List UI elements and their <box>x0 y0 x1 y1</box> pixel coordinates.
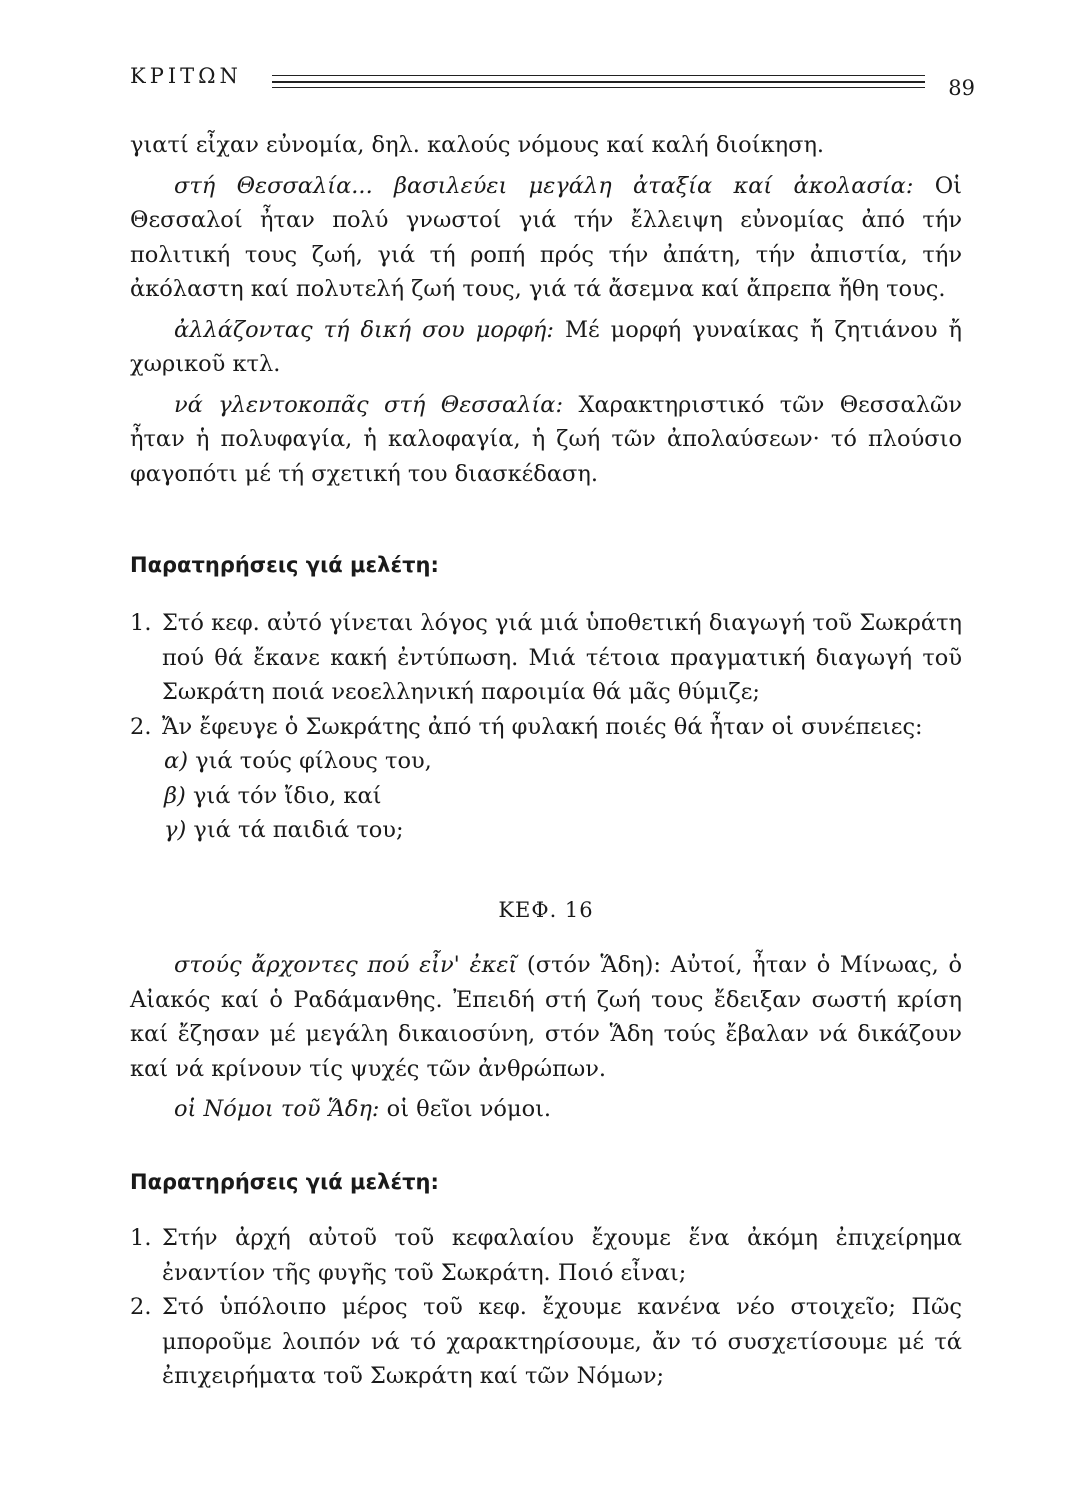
question-list <box>130 606 962 848</box>
term: νά γλεντοκοπᾶς στή Θεσσαλία: <box>174 391 564 418</box>
term: στούς ἄρχοντες πού εἶν' ἐκεῖ <box>174 952 518 978</box>
section-a <box>130 128 962 491</box>
study-notes-2 <box>130 1167 962 1394</box>
study-notes-heading: Παρατηρήσεις γιά μελέτη: <box>130 553 439 577</box>
question-text: Στό κεφ. αὐτό γίνεται λόγος γιά μιά ὑποθετική διαγωγή τοῦ Σωκράτη πού θά ἔκανε κακή ἐντύπωση. Μιά τέτοια πραγματική διαγωγή τοῦ Σωκράτη ποιά νεοελληνική παροιμία θά μᾶς θύμιζε; <box>162 610 962 705</box>
sub-question-b: β) γιά τόν ἴδιο, καί <box>164 782 382 809</box>
term: στή Θεσσαλία... βασιλεύει μεγάλη ἀταξία καί ἀκολασία: <box>174 172 914 199</box>
page-number: 89 <box>948 76 975 100</box>
study-notes-1 <box>130 550 962 848</box>
page-header <box>130 62 975 102</box>
question-text: Στό ὑπόλοιπο μέρος τοῦ κεφ. ἔχουμε κανένα νέο στοιχεῖο; Πῶς μποροῦμε λοιπόν νά τό χαρακτηρίσουμε, ἄν τό συσχετίσουμε μέ τά ἐπιχειρήματα τοῦ Σωκράτη καί τῶν Νόμων; <box>162 1294 962 1389</box>
running-title: ΚΡΙΤΩΝ <box>130 64 242 88</box>
paragraph-1: γιατί εἶχαν εὐνομία, δηλ. καλούς νόμους καί καλή διοίκηση. <box>130 132 825 158</box>
question-item <box>130 1290 962 1394</box>
term: οἱ Νόμοι τοῦ Ἅδη: <box>174 1096 380 1122</box>
question-text: Στήν ἀρχή αὐτοῦ τοῦ κεφαλαίου ἔχουμε ἕνα ἀκόμη ἐπιχείρημα ἐναντίον τῆς φυγῆς τοῦ Σωκράτη. Ποιό εἶναι; <box>162 1225 962 1286</box>
question-text: Ἄν ἔφευγε ὁ Σωκράτης ἀπό τή φυλακή ποιές θά ἦταν οἱ συνέπειες: <box>162 713 923 740</box>
paragraph-5: στούς ἄρχοντες πού εἶν' ἐκεῖ (στόν Ἅδη): Αὐτοί, ἦταν ὁ Μίνωας, ὁ Αἰακός καί ὁ Ραδάμανθης. Ἐπειδή στή ζωή τους ἔδειξαν σωστή κρίση καί ἔζησαν μέ μεγάλη δικαιοσύνη, στόν Ἅδη τούς ἔβαλαν νά δικάζουν καί νά κρίνουν τίς ψυχές τῶν ἀνθρώπων. <box>130 952 962 1082</box>
sub-question-c: γ) γιά τά παιδιά του; <box>164 817 404 843</box>
paragraph-2: στή Θεσσαλία... βασιλεύει μεγάλη ἀταξία καί ἀκολασία: Οἱ Θεσσαλοί ἦταν πολύ γνωστοί γιά τήν ἔλλειψη εὐνομίας ἀπό τήν πολιτική τους ζωή, γιά τή ροπή πρός τήν ἀπάτη, τήν ἀπιστία, τήν ἀκόλαστη καί πολυτελή ζωή τους, γιά τά ἄσεμνα καί ἄπρεπα ἤθη τους. <box>130 172 963 302</box>
question-number: 1. <box>130 1225 152 1251</box>
section-b <box>130 948 962 1127</box>
question-number: 2. <box>130 1294 152 1320</box>
question-item <box>130 1221 962 1290</box>
study-notes-heading: Παρατηρήσεις γιά μελέτη: <box>130 1170 439 1194</box>
question-number: 2. <box>130 713 152 740</box>
question-item <box>130 710 962 745</box>
sub-question-a: α) γιά τούς φίλους του, <box>164 748 432 774</box>
paragraph-6: οἱ Νόμοι τοῦ Ἅδη: οἱ θεῖοι νόμοι. <box>174 1096 552 1122</box>
header-rule-lower <box>272 82 925 88</box>
chapter-heading-block <box>130 895 962 925</box>
question-item <box>130 606 962 710</box>
chapter-heading: ΚΕΦ. 16 <box>498 898 594 922</box>
paragraph-4: νά γλεντοκοπᾶς στή Θεσσαλία: Χαρακτηριστικό τῶν Θεσσαλῶν ἦταν ἡ πολυφαγία, ἡ καλοφαγία, ἡ ζωή τῶν ἀπολαύσεων· τό πλούσιο φαγοπότι μέ τή σχετική του διασκέδαση. <box>130 391 962 487</box>
term: ἀλλάζοντας τή δική σου μορφή: <box>174 316 554 343</box>
paragraph-3: ἀλλάζοντας τή δική σου μορφή: Μέ μορφή γυναίκας ἤ ζητιάνου ἤ χωρικοῦ κτλ. <box>130 316 962 377</box>
question-number: 1. <box>130 610 152 636</box>
question-list <box>130 1221 962 1394</box>
